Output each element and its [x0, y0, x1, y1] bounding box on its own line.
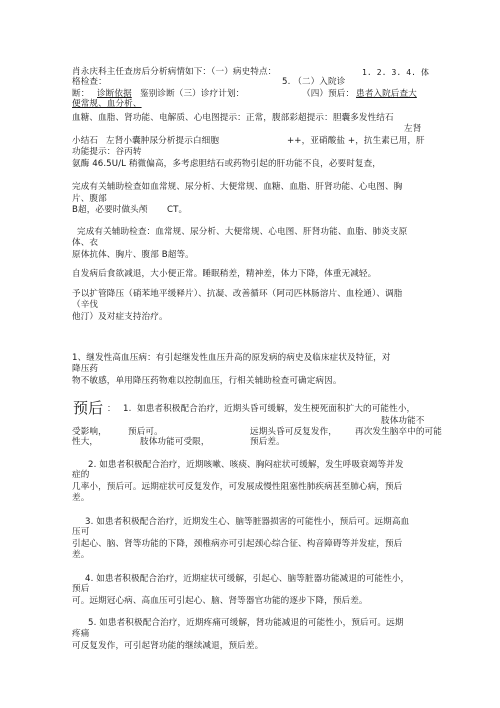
line-12	[72, 205, 188, 216]
text: 如患者积极配合治疗，近期头昏可缓解，发生梗死面积扩大的可能性小，	[137, 404, 416, 414]
line-6: 左肾	[404, 124, 422, 134]
text: 肖永庆科主任查房后分析病情如下：（一）病史特点：	[72, 67, 277, 77]
line-26	[72, 437, 285, 448]
text: 诊断依据	[97, 89, 132, 99]
text: B超，必要时做头颅	[72, 205, 148, 215]
line-9: 氨酶 46.5U/L 稍微偏高，多考虑胆结石或药物引起的肝功能不良，必要时复查，	[72, 159, 381, 169]
list-numbers: 1. 2. 3. 4. 体	[362, 68, 430, 77]
line-8: 功能提示：谷丙转	[72, 147, 142, 157]
text: 1.	[123, 404, 132, 414]
line-33: 引起心、脑、肾等功能的下降，颈椎病亦可引起颈心综合征、构音障碍等并发症，预后	[72, 539, 403, 549]
line-36: 预后	[72, 584, 90, 594]
text: 受影响，	[72, 427, 107, 437]
text: 预后差。	[250, 437, 285, 447]
text: 肢体功能可受限，	[140, 437, 210, 447]
text: 小结石	[72, 136, 99, 146]
text: 断：	[72, 89, 90, 99]
line-21: 降压药	[72, 364, 99, 374]
line-40: 可反复发作，可引起肾功能的继续减退，预后差。	[72, 641, 264, 651]
line-23	[73, 399, 416, 417]
line-34: 差。	[72, 550, 90, 560]
line-24: 肢体功能不	[381, 416, 425, 426]
line-18: （辛伐	[72, 300, 99, 310]
text: ++，亚硝酸盐 +，抗生素已用，肝	[287, 136, 425, 146]
text: 格检查：	[72, 77, 107, 87]
line-27: 2. 如患者积极配合治疗，近期咳嗽、咳痰、胸闷症状可缓解，发生呼吸衰竭等并发	[88, 460, 404, 470]
text: CT。	[167, 205, 188, 215]
text: 预后可。	[128, 427, 163, 437]
line-13: 完成有关辅助检查：血常规、尿分析、大便常规、心电图、肝肾功能、血脂、肺炎支原	[77, 227, 408, 237]
text: 鉴别诊断（三）诊疗计划：	[140, 89, 245, 99]
line-22: 物不敏感，单用降压药物难以控制血压，行相关辅助检查可确定病因。	[72, 376, 342, 386]
line-38: 5. 如患者积极配合治疗，近期疼痛可缓解，肾功能减退的可能性小，预后可。远期	[88, 618, 404, 628]
prognosis-heading: 预后	[73, 399, 104, 417]
line-39: 疼痛	[72, 629, 90, 639]
line-10: 完成有关辅助检查如血常规、尿分析、大便常规、血糖、血脂、肝肾功能、心电图、胸	[72, 182, 403, 192]
line-35: 4. 如患者积极配合治疗，近期症状可缓解，引起心、脑等脏器功能减退的可能性小，	[85, 574, 410, 584]
line-28: 症的	[72, 470, 90, 480]
text: 左肾小囊肿尿分析提示白细胞	[106, 136, 220, 146]
line-19: 他汀）及对症支持治疗。	[72, 312, 168, 322]
text: 患者入院后查大	[356, 89, 417, 99]
text: 5. （二）入院诊	[282, 77, 346, 87]
line-37: 可。远期冠心病、高血压可引起心、脑、肾等器官功能的逐步下降，预后差。	[72, 596, 368, 606]
line-20: 1、继发性高血压病：有引起继发性血压升高的原发病的病史及临床症状及特征，对	[72, 353, 391, 363]
text: ：	[107, 404, 116, 414]
text: （四）预后：	[302, 89, 355, 99]
line-4: 便常规、血分析、	[72, 99, 142, 109]
text: 性大，	[72, 437, 99, 447]
line-2	[72, 77, 346, 88]
line-5: 血糖、血脂、肾功能、电解质、心电图提示：正常，腹部彩超提示：胆囊多发性结石	[72, 113, 394, 123]
line-31: 3. 如患者积极配合治疗，近期发生心、脑等脏器损害的可能性小，预后可。远期高血	[85, 517, 410, 527]
line-7	[72, 136, 425, 147]
line-15: 原体抗体、胸片、腹部 B超等。	[72, 250, 194, 260]
line-32: 压可	[72, 527, 90, 537]
line-30: 差。	[72, 493, 90, 503]
line-14: 体、衣	[72, 238, 99, 248]
text: 再次发生脑卒中的可能	[355, 427, 442, 437]
line-16: 自发病后食欲减退，大小便正常。睡眠稍差，精神差，体力下降，体重无减轻。	[72, 269, 377, 279]
line-29: 几率小，预后可。远期症状可反复发作，可发展成慢性阻塞性肺疾病甚至肺心病，预后	[72, 482, 403, 492]
line-11: 片、腹部	[72, 194, 107, 204]
line-17: 予以扩管降压（硝苯地平缓释片）、抗凝、改善循环（阿司匹林肠溶片、血栓通）、调脂	[72, 289, 403, 299]
text: 远期头昏可反复发作，	[250, 427, 337, 437]
